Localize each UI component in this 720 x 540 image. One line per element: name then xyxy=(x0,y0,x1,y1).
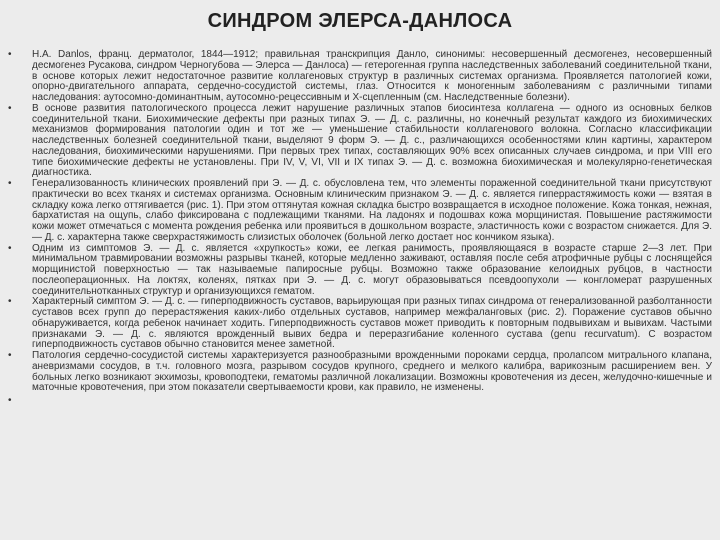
list-item xyxy=(8,104,712,179)
bullet-icon: • xyxy=(8,102,12,114)
bullet-list xyxy=(8,50,712,410)
list-item xyxy=(8,179,712,244)
paragraph-text: Н.А. Danlos, франц. дерматолог, 1844—1912; правильная транскрипция Данло, синонимы: несовершенный десмогенез, несовершенный десмогенез Русакова, синдром Черногубова — Элерса — Данлоса) — гетерогенная группа наследственных заболеваний соединительной ткани, в основе которых лежит недостаточное развитие коллагеновых структур в различных системах организма. Проявляется патологией кожи, опорно-двигательного аппарата, сердечно-сосудистой системы, глаз. Относится к моногенным заболеваниям с различными типами наследования: аутосомно-доминантным, аутосомно-рецессивным и X-сцепленным (см. Наследственные болезни). xyxy=(32,49,712,103)
paragraph-text: Генерализованность клинических проявлений при Э. — Д. с. обусловлена тем, что элементы пораженной соединительной ткани присутствуют практически во всех тканях и системах организма. Основным клиническим признаком Э. — Д. с. является гиперрастяжимость кожи — взятая в складку кожа легко оттягивается (рис. 1). При этом оттянутая кожная складка быстро возвращается в исходное положение. Кожа тонкая, нежная, бархатистая на ощупь, слабо фиксирована с подлежащими тканями. На ладонях и подошвах кожа морщинистая. Повышение растяжимости кожи может отмечаться с момента рождения ребенка или проявиться в дошкольном возрасте, эластичность кожи с возрастом снижается. Для Э. — Д. с. характерна также сверхрастяжимость слизистых оболочек (больной легко достает нос кончиком языка). xyxy=(32,178,712,243)
list-item xyxy=(8,244,712,298)
bullet-icon: • xyxy=(8,395,12,406)
bullet-icon: • xyxy=(8,296,12,308)
bullet-icon: • xyxy=(8,49,12,60)
paragraph-text: В основе развития патологического процесса лежит нарушение различных этапов биосинтеза коллагена — одного из основных белков соединительной ткани. Биохимические дефекты при разных типах Э. — Д. с. различны, но конечный результат каждого из биохимических механизмов формирования патологии один и тот же — уменьшение стабильности коллагенового волокна. Согласно классификации наследственных болезней соединительной ткани, выделяют 9 форм Э. — Д. с., различающихся особенностями клин картины, характером наследования, биохимическими нарушениями. При первых трех типах, составляющих 90% всех описанных случаев синдрома, и при VIII его типе биохимические дефекты не установлены. При IV, V, VI, VII и IX типах Э. — Д. с. возможна биохимическая и молекулярно-генетическая диагностика. xyxy=(32,102,712,179)
list-item xyxy=(8,50,712,104)
slide-title: СИНДРОМ ЭЛЕРСА-ДАНЛОСА xyxy=(207,10,513,32)
bullet-icon: • xyxy=(8,350,12,361)
bullet-icon: • xyxy=(8,178,12,189)
list-item xyxy=(8,351,712,394)
list-item xyxy=(8,297,712,351)
paragraph-text: Одним из симптомов Э. — Д. с. является «хрупкость» кожи, ее легкая ранимость, проявляющаяся в возрасте старше 2—3 лет. При минимальном травмировании возможны разрывы тканей, которые медленно заживают, оставляя после себя атрофичные рубцы с лоснящейся морщинистой поверхностью — так называемые папиросные рубцы. Возможно также образование келоидных рубцов, в частности послеоперационных. На локтях, коленях, пятках при Э. — Д. с. могут образовываться псевдоопухоли — конгломерат разрушенных соединительнотканных структур и организующихся гематом. xyxy=(32,242,712,297)
bullet-icon: • xyxy=(8,242,12,254)
empty-list-item xyxy=(8,396,712,410)
paragraph-text: Патология сердечно-сосудистой системы характеризуется разнообразными врожденными пороками сердца, пролапсом митрального клапана, аневризмами сосудов, в т.ч. головного мозга, разрывом сосудов крупного, среднего и мелкого калибра, варикозным расширением вен. У больных легко возникают экхимозы, кровоподтеки, гематомы различной локализации. Возможны кровотечения из десен, желудочно-кишечные и маточные кровотечения, при этом показатели свертываемости крови, как правило, не изменены. xyxy=(32,350,712,394)
paragraph-text: Характерный симптом Э. — Д. с. — гиперподвижность суставов, варьирующая при разных типах синдрома от генерализованной разболтанности суставов всех групп до перерастяжения каких-либо отдельных суставов, например межфаланговых (рис. 2). Поражение суставов обычно обнаруживается, когда ребенок начинает ходить. Гиперподвижность суставов может приводить к повторным подвывихам и вывихам. Частыми признаками Э. — Д. с. являются врожденный вывих бедра и переразгибание коленного сустава (genu recurvatum). С возрастом гиперподвижность суставов обычно становится менее заметной. xyxy=(32,296,712,351)
